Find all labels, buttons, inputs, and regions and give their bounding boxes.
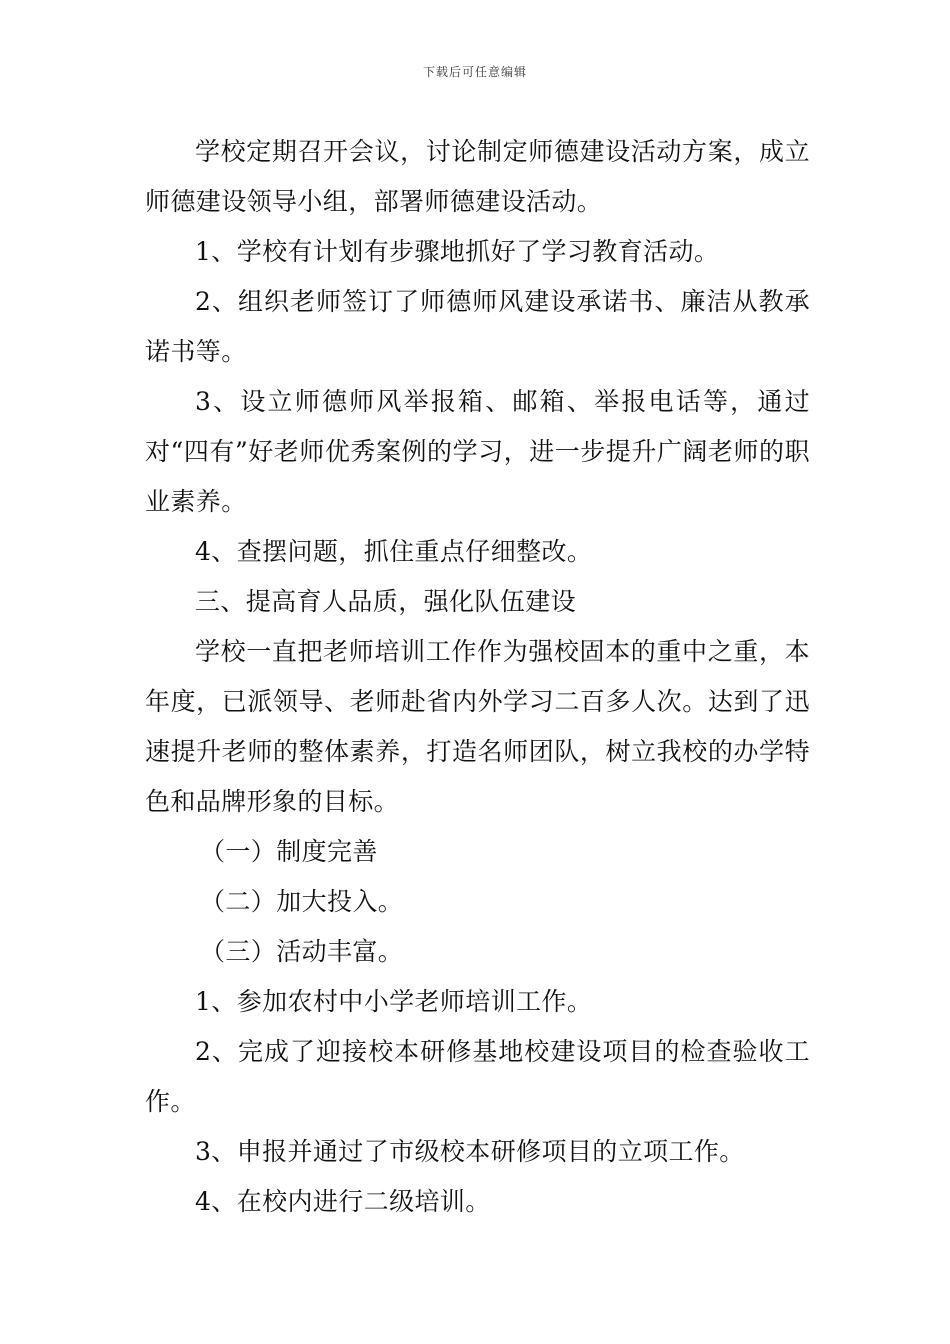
paragraph: 1、参加农村中小学老师培训工作。 [195,987,593,1016]
paragraph: 2、完成了迎接校本研修基地校建设项目的检查验收工作。 [145,1037,810,1116]
paragraph: 3、设立师德师风举报箱、邮箱、举报电话等，通过对“四有”好老师优秀案例的学习，进一步提升广阔老师的职业素养。 [145,387,810,516]
paragraph: 2、组织老师签订了师德师风建设承诺书、廉洁从教承诺书等。 [145,287,810,366]
subsection-heading: （二）加大投入。 [200,887,404,916]
subsection-heading: （三）活动丰富。 [200,937,404,966]
paragraph: 3、申报并通过了市级校本研修项目的立项工作。 [195,1137,745,1166]
document-body [145,127,810,1227]
paragraph: 学校定期召开会议，讨论制定师德建设活动方案，成立师德建设领导小组，部署师德建设活动。 [145,137,810,216]
paragraph: 4、查摆问题，抓住重点仔细整改。 [195,537,593,566]
paragraph: 学校一直把老师培训工作作为强校固本的重中之重，本年度，已派领导、老师赴省内外学习二百多人次。达到了迅速提升老师的整体素养，打造名师团队，树立我校的办学特色和品牌形象的目标。 [145,637,810,816]
paragraph: 4、在校内进行二级培训。 [195,1187,491,1216]
paragraph: 1、学校有计划有步骤地抓好了学习教育活动。 [195,237,720,266]
page-header: 下载后可任意编辑 [422,65,527,79]
section-heading: 三、提高育人品质，强化队伍建设 [195,587,577,616]
subsection-heading: （一）制度完善 [200,837,378,866]
